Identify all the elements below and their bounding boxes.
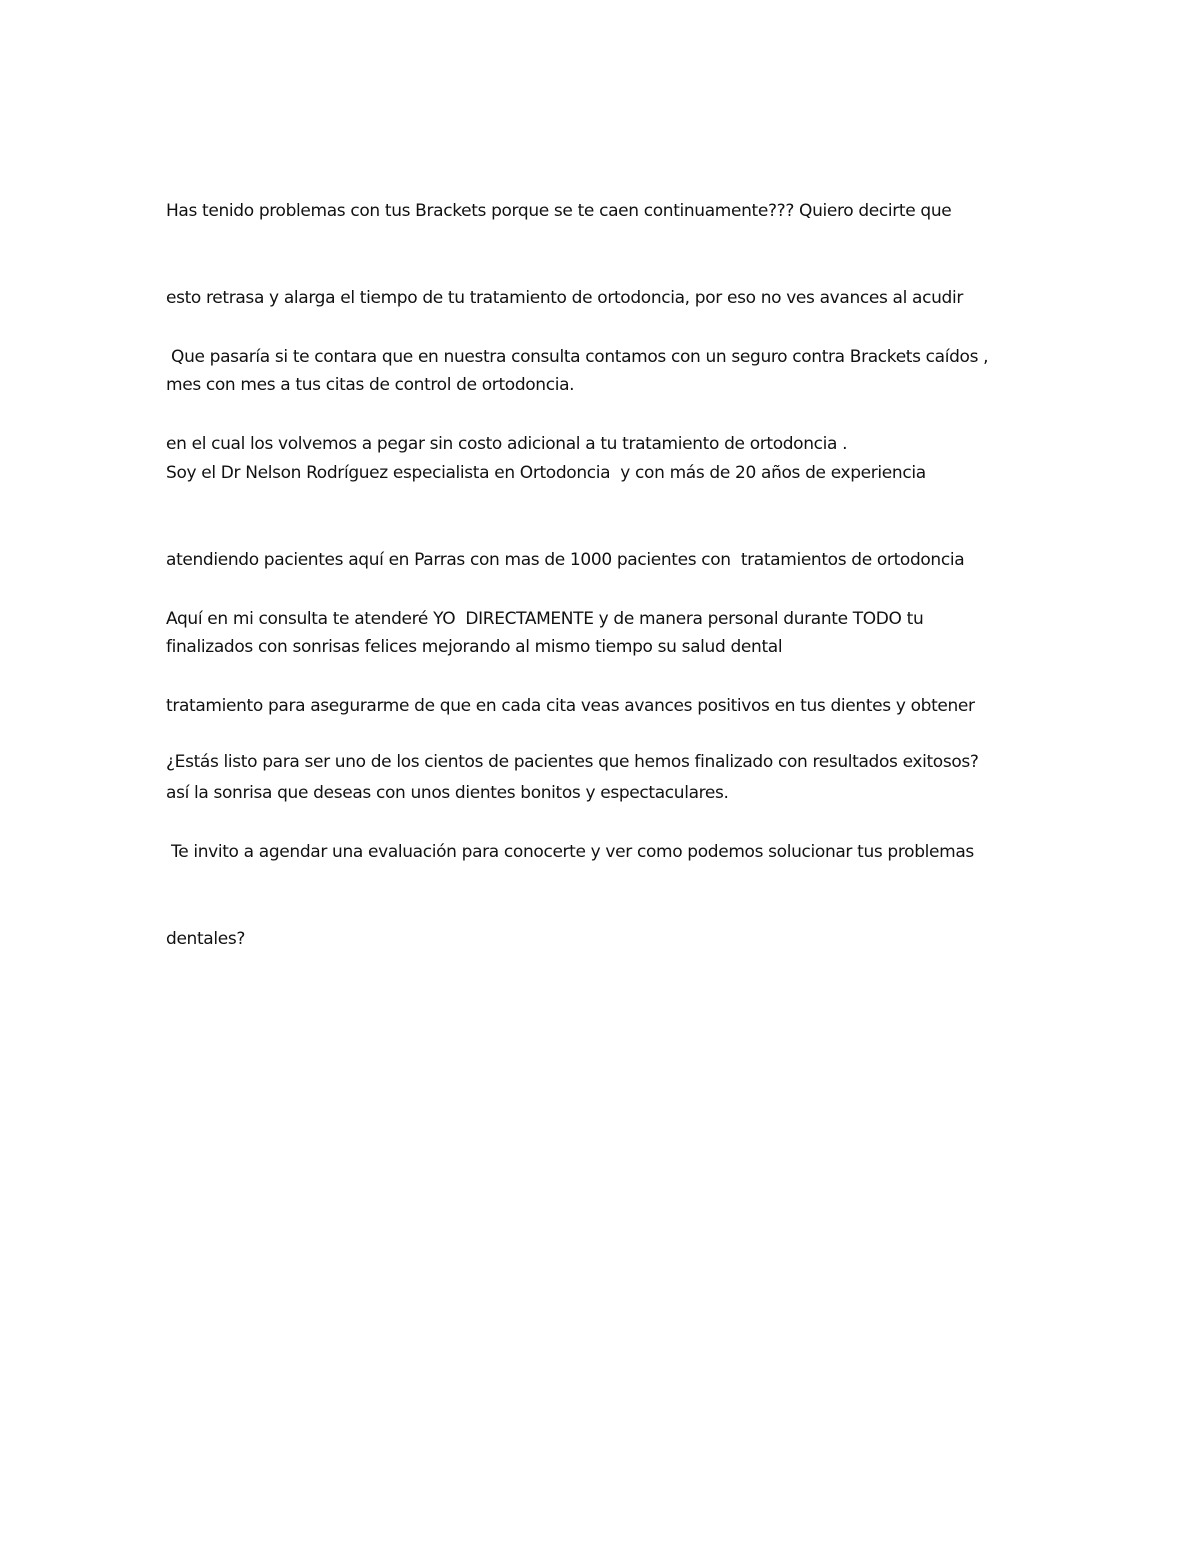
text-line: Has tenido problemas con tus Brackets porque se te caen continuamente??? Quiero decirte que (166, 201, 952, 221)
text-line: tratamiento para asegurarme de que en cada cita veas avances positivos en tus dientes y obtener (166, 696, 975, 716)
text-line: así la sonrisa que deseas con unos dientes bonitos y espectaculares. (166, 783, 729, 803)
text-line: Que pasaría si te contara que en nuestra consulta contamos con un seguro contra Brackets caídos , (166, 347, 989, 367)
paragraph-invitation (166, 780, 1046, 1012)
text-line: mes con mes a tus citas de control de ortodoncia. (166, 375, 575, 395)
text-line: en el cual los volvemos a pegar sin costo adicional a tu tratamiento de ortodoncia . (166, 434, 848, 454)
text-line: esto retrasa y alarga el tiempo de tu tratamiento de ortodoncia, por eso no ves avances al acudir (166, 288, 963, 308)
text-line: dentales? (166, 929, 246, 949)
text-line: finalizados con sonrisas felices mejorando al mismo tiempo su salud dental (166, 637, 783, 657)
text-line: Soy el Dr Nelson Rodríguez especialista en Ortodoncia y con más de 20 años de experiencia (166, 463, 926, 483)
text-line: Te invito a agendar una evaluación para conocerte y ver como podemos solucionar tus problemas (166, 842, 974, 862)
text-line: atendiendo pacientes aquí en Parras con mas de 1000 pacientes con tratamientos de ortodoncia (166, 550, 965, 570)
text-line: Aquí en mi consulta te atenderé YO DIRECTAMENTE y de manera personal durante TODO tu (166, 609, 924, 629)
text-line: ¿Estás listo para ser uno de los cientos de pacientes que hemos finalizado con resultados exitosos? (166, 752, 979, 772)
